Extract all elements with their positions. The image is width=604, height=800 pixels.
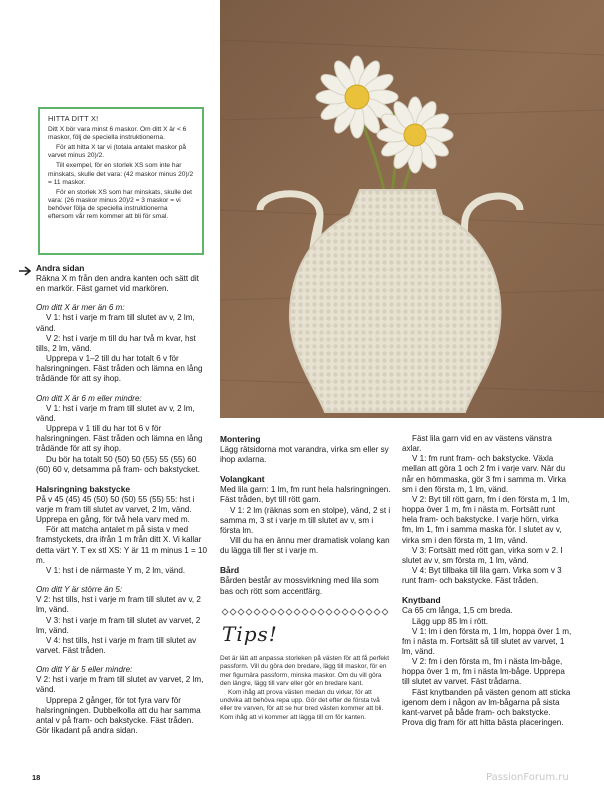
hals-p2: För att matcha antalet m på sista v med framstyckets, dra ifrån 1 m från ditt X. Vi kallar detta värt Y. T ex stl XS: Y är 11 m minus 1 = 10 m. bbox=[36, 525, 208, 565]
volangkant-heading: Volangkant bbox=[220, 474, 265, 485]
bard-heading: Bård bbox=[220, 565, 240, 576]
knytband-p5: Fäst knytbanden på västen genom att sticka igenom dem i någon av lm-bågarna på sista kant-varvet på både fram- och bakstycke. Prova dig fram för att hitta bästa placeringen. bbox=[402, 687, 571, 728]
volangkant-p3: Vill du ha en ännu mer dramatisk volang kan du lägga till fler st i varje m. bbox=[220, 536, 390, 556]
volangkant-p1: Med lila garn: 1 lm, fm runt hela halsringningen. Fäst tråden, byt till rött garn. bbox=[220, 485, 391, 505]
knytband-p1: Ca 65 cm långa, 1,5 cm breda. bbox=[402, 606, 513, 616]
hals-p3: V 1: hst i de närmaste Y m, 2 lm, vänd. bbox=[46, 565, 186, 575]
andra-intro: Räkna X m från den andra kanten och sätt dit en markör. Fäst garnet vid markören. bbox=[36, 274, 199, 294]
andra-sidan-heading: Andra sidan bbox=[36, 263, 85, 273]
col3-p4: V 3: Fortsätt med rött gan, virka som v 2. I slutet av v, sm första m, 1 lm, vänd. bbox=[402, 545, 563, 565]
volangkant-p2: V 1: 2 lm (räknas som en stolpe), vänd, 2 st i samma m, 3 st i varje m till slutet av v, sm i första lm. bbox=[220, 505, 391, 535]
find-your-x-p4: För en storlek XS som har minskats, skulle det vara: (26 maskor minus 20)/2 = 3 maskor = vi behöver följa de speciella instruktionerna eftersom vår rem kommer att bli för smal. bbox=[48, 188, 192, 221]
hals-sub2: Om ditt Y är 5 eller mindre: bbox=[36, 665, 133, 675]
bard-text: Bården består av mossvirkning med lila som bas och rött som accentfärg. bbox=[220, 576, 379, 596]
column-3 bbox=[402, 434, 572, 728]
find-your-x-p1: Ditt X bör vara minst 6 maskor. Om ditt X är < 6 maskor, följ de speciella instruktionerna. bbox=[48, 126, 187, 142]
andra-s2b: Upprepa v 1 till du har tot 6 v för halsringningen. Fäst tråden och lämna en lång trådände för att sy ihop. bbox=[36, 424, 203, 454]
andra-s1b: V 2: hst i varje m till du har två m kvar, hst tills, 2 lm, vänd. bbox=[36, 333, 196, 353]
andra-s2c: Du bör ha totalt 50 (50) 50 (55) 55 (55) 60 (60) 60 v, detsamma på fram- och bakstycket. bbox=[36, 454, 201, 474]
andra-s1a: V 1: hst i varje m fram till slutet av v, 2 lm, vänd. bbox=[36, 313, 195, 333]
montering-text: Lägg rätsidorna mot varandra, virka sm eller sy ihop axlarna. bbox=[220, 445, 389, 465]
hals-a3: V 4: hst tills, hst i varje m fram till slutet av varvet. Fäst tråden. bbox=[36, 635, 197, 655]
vase-photo bbox=[220, 0, 604, 418]
find-your-x-title: HITTA DITT X! bbox=[48, 114, 99, 123]
tips-title: Tips! bbox=[222, 622, 278, 646]
andra-sub2: Om ditt X är 6 m eller mindre: bbox=[36, 393, 142, 403]
col3-p5: V 4: Byt tillbaka till lila garn. Virka som v 3 runt fram- och bakstycke. Fäst tråden. bbox=[402, 566, 562, 586]
find-your-x-p3: Till exempel, för en storlek XS som inte har minskats, skulle det vara: (42 maskor minus 20)/2 = 11 maskor. bbox=[48, 162, 194, 186]
col3-p2: V 1: fm runt fram- och bakstycke. Växla mellan att göra 1 och 2 fm i varje varv. När du når en hörnmaska, gör 3 fm i samma m. Virka sm i den första m, 1 lm, vänd. bbox=[402, 454, 567, 494]
halsringning-heading: Halsringning bakstycke bbox=[36, 483, 131, 494]
col3-p3: V 2: Byt till rött garn, fm i den första m, 1 lm, hoppa över 1 m, fm i nästa m. Fortsätt runt hela fram- och bakstycke. I varje hörn, virka fm, lm 1, fm i samma maska för. I slutet av v, virka sm i den första m, 1 lm, vänd. bbox=[402, 494, 570, 545]
knytband-p2: Lägg upp 85 lm i rött. bbox=[412, 616, 489, 626]
column-1 bbox=[36, 263, 208, 736]
hals-sub1: Om ditt Y är större än 5: bbox=[36, 585, 123, 595]
montering-heading: Montering bbox=[220, 434, 261, 444]
andra-s2a: V 1: hst i varje m fram till slutet av v, 2 lm, vänd. bbox=[36, 403, 195, 423]
column-2 bbox=[220, 434, 392, 597]
andra-sub1: Om ditt X är mer än 6 m: bbox=[36, 303, 125, 313]
hals-a2: V 3: hst i varje m fram till slutet av varvet, 2 lm, vänd. bbox=[36, 615, 201, 635]
andra-s1c: Upprepa v 1–2 till du har totalt 6 v för halsringningen. Fäst tråden och lämna en lång trådände för att sy ihop. bbox=[36, 354, 203, 384]
find-your-x-p2: För att hitta X tar vi (totala antalet maskor på varvet minus 20)/2. bbox=[48, 144, 187, 160]
hals-p1: På v 45 (45) 45 (50) 50 (50) 55 (55) 55: hst i varje m fram till slutet av varvet, 2 lm, vänd. Upprepa en gång, för två hela varv med m. bbox=[36, 494, 195, 525]
arrow-icon bbox=[19, 266, 31, 276]
tips-p2: Kom ihåg att prova västen medan du virkar, för att undvika att behöva repa upp. Gör det efter de första två eller tre varven, för att se hur bred västen kommer att bli. Kom ihåg att vi kommer att lägga till cm för kanten. bbox=[220, 688, 384, 721]
hals-a1: V 2: hst tills, hst i varje m fram till slutet av v, 2 lm, vänd. bbox=[36, 595, 201, 615]
knytband-p3: V 1: lm i den första m, 1 lm, hoppa över 1 m, fm i nästa m. Fortsätt så till slutet av varvet, 1 lm, vänd. bbox=[402, 626, 572, 656]
knytband-p4: V 2: fm i den första m, fm i nästa lm-båge, hoppa över 1 m, fm i nästa lm-båge. Upprepa till slutet av varvet. Fäst trådarna. bbox=[402, 657, 565, 687]
tips-body bbox=[220, 655, 392, 722]
tips-divider bbox=[220, 608, 392, 616]
find-your-x-box bbox=[38, 107, 204, 255]
col3-p1: Fäst lila garn vid en av västens vänstra axlar. bbox=[402, 434, 552, 454]
watermark: PassionForum.ru bbox=[486, 772, 569, 783]
hals-b1: V 2: hst i varje m fram till slutet av varvet, 2 lm, vänd. bbox=[36, 675, 204, 695]
hals-b2: Upprepa 2 gånger, för tot fyra varv för halsringningen. Dubbelkolla att du har samma antal v på fram- och bakstycke. Fäst tråden. Gör likadant på andra sidan. bbox=[36, 695, 201, 736]
page-number: 18 bbox=[32, 773, 41, 782]
knytband-heading: Knytband bbox=[402, 595, 441, 606]
tips-p1: Det är lätt att anpassa storleken på västen för att få perfekt passform. Vill du göra den bredare, lägg till maskor, för en mer figurnära passform, minska maskor. Om du vill göra den längre, lägg till varv eller gör en bredare kant. bbox=[220, 655, 390, 688]
